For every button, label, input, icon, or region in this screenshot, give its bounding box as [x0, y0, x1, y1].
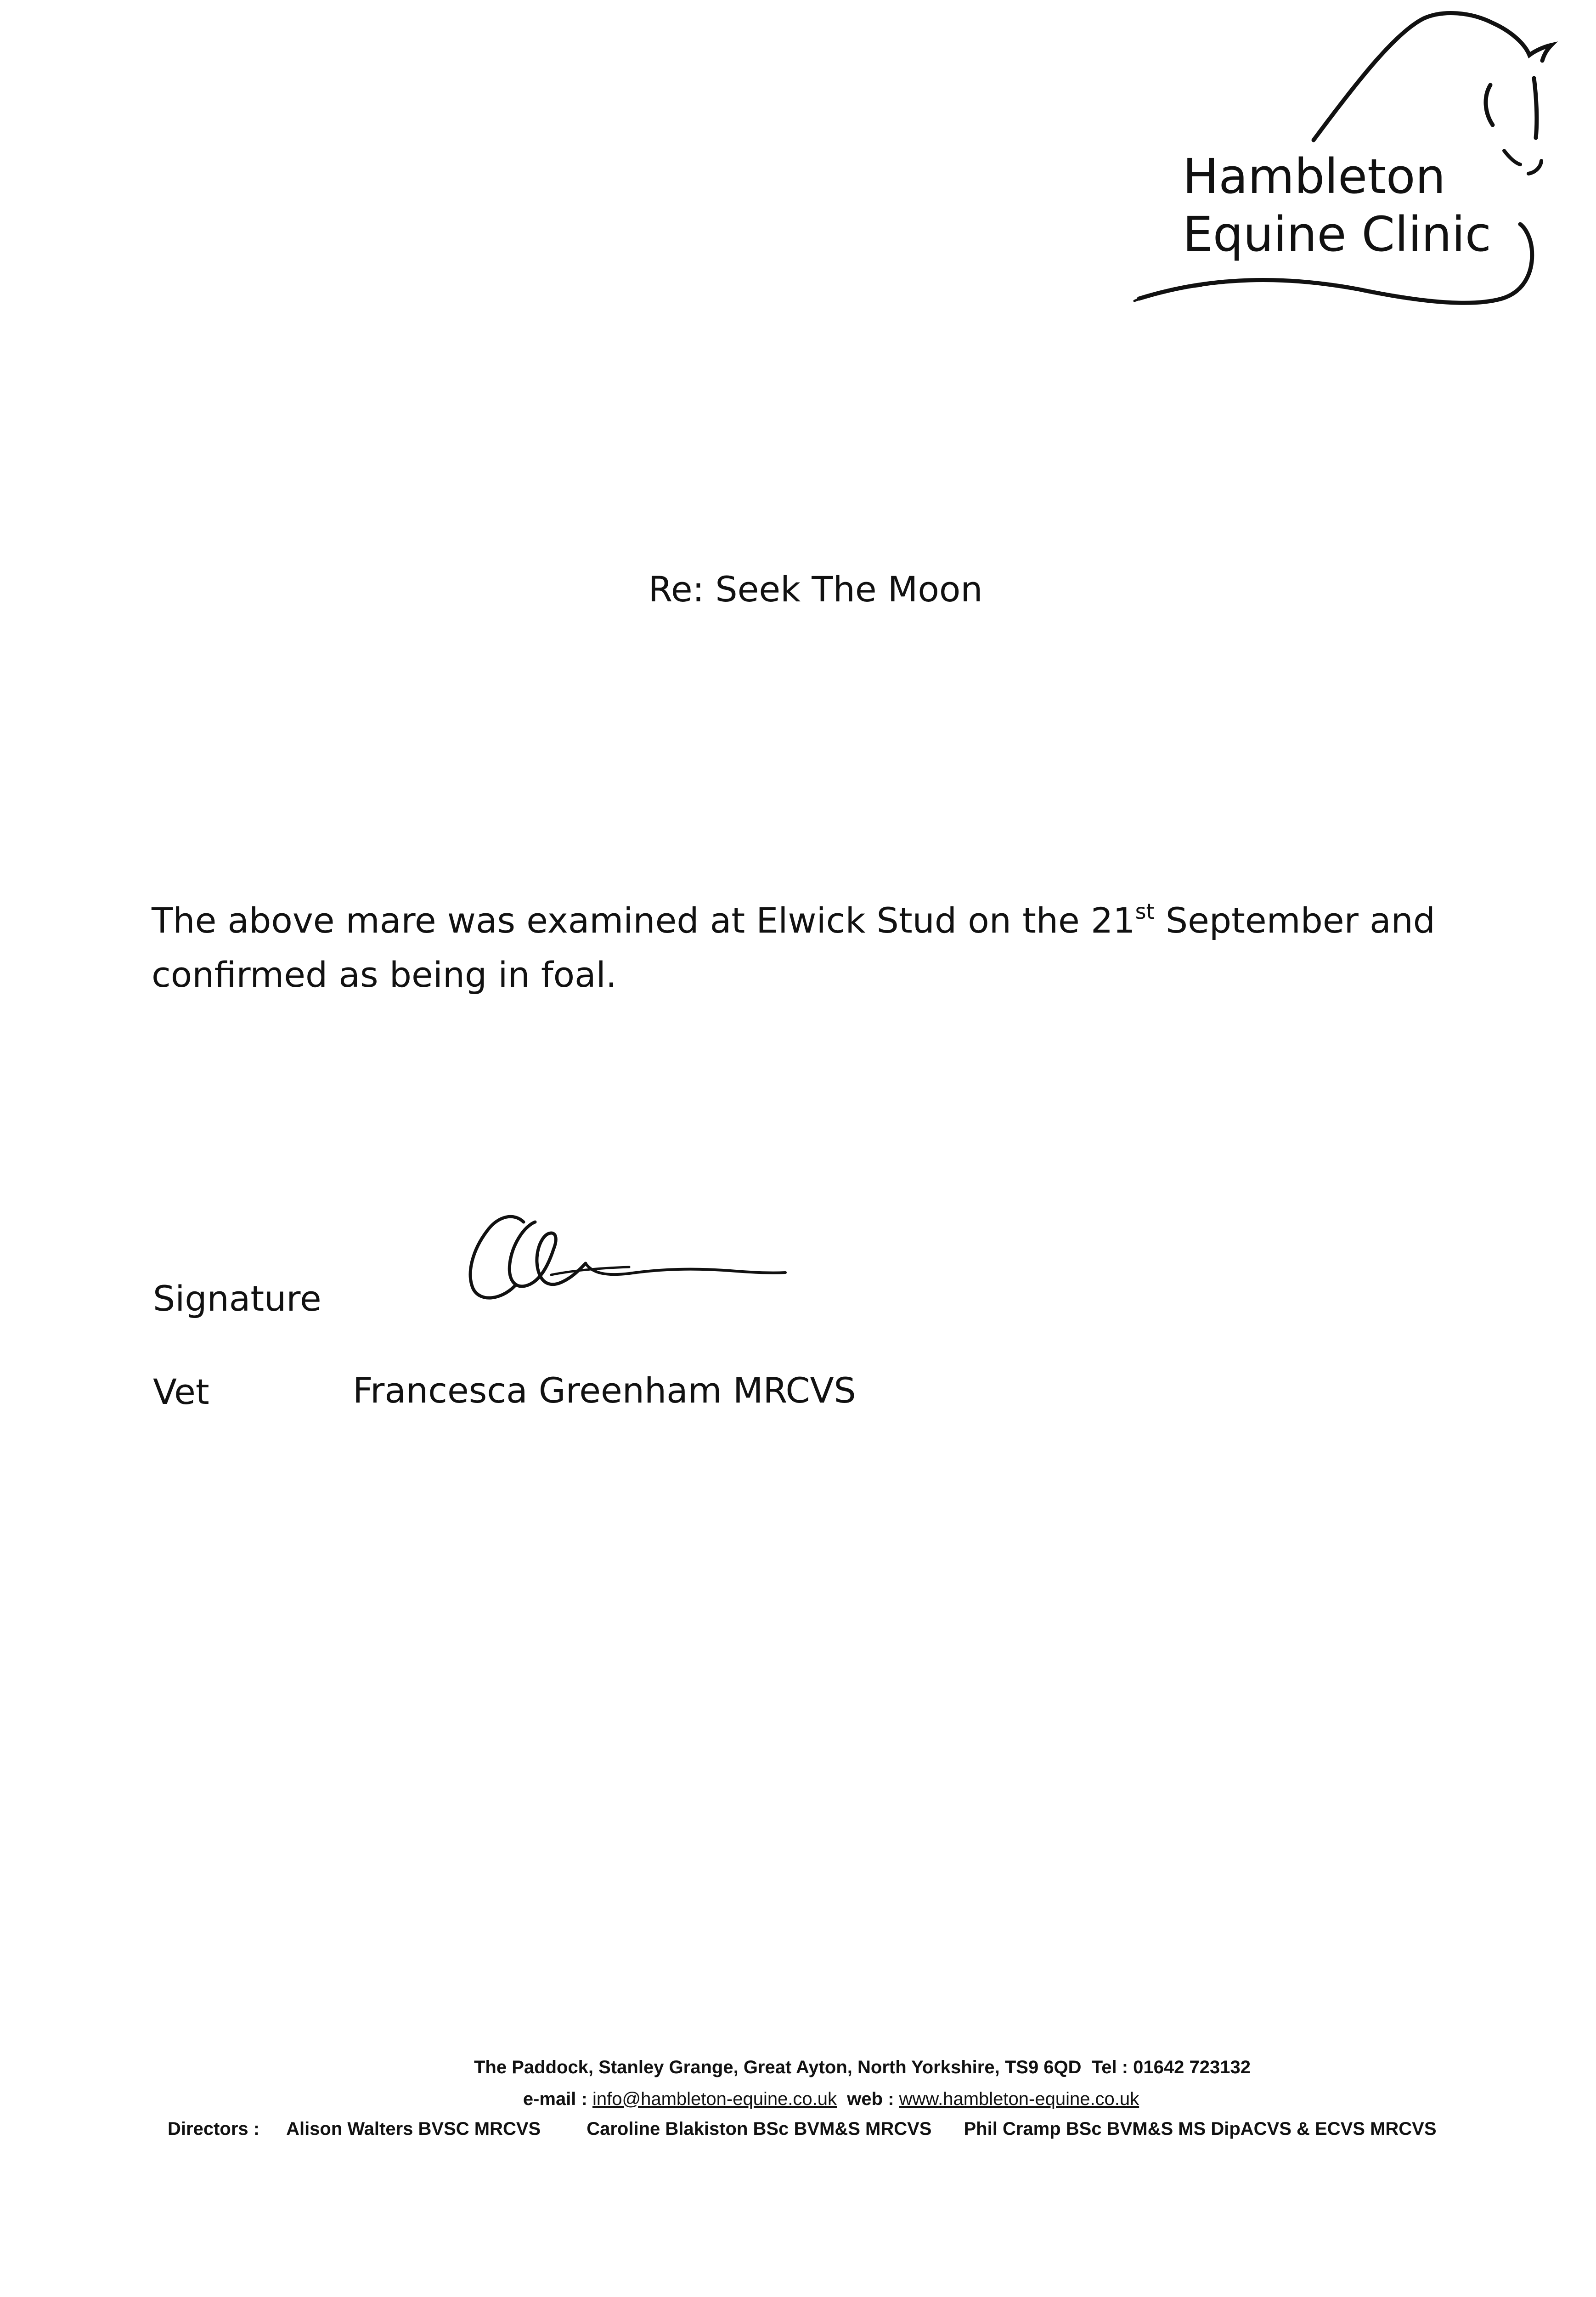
footer-directors-label: Directors :: [168, 2119, 260, 2139]
signature-label: Signature: [153, 1278, 321, 1319]
body-text-part1: The above mare was examined at Elwick Stud on the 21: [152, 900, 1135, 941]
vet-label: Vet: [153, 1371, 209, 1412]
footer-director: Phil Cramp BSc BVM&S MS DipACVS & ECVS MRCVS: [964, 2119, 1437, 2139]
subject-text: Re: Seek The Moon: [648, 569, 983, 610]
footer-web-label: web :: [847, 2089, 894, 2109]
footer-contact-line: [0, 2089, 1596, 2110]
body-ordinal-suffix: st: [1135, 899, 1155, 924]
footer-tel-label: Tel :: [1091, 2057, 1128, 2077]
footer-email-label: e-mail :: [523, 2089, 587, 2109]
footer-directors-line: [168, 2119, 1437, 2139]
footer-tel: 01642 723132: [1133, 2057, 1251, 2077]
logo-text-line1: Hambleton: [1183, 148, 1446, 204]
footer-address-line: [0, 2057, 1596, 2078]
body-paragraph: [152, 894, 1483, 1002]
footer-email-link[interactable]: info@hambleton-equine.co.uk: [592, 2089, 837, 2109]
footer-web-link[interactable]: www.hambleton-equine.co.uk: [899, 2089, 1139, 2109]
subject-line: [0, 569, 1596, 610]
body-text-part2: September and confirmed as being in foal.: [152, 900, 1436, 995]
footer-director: Alison Walters BVSC MRCVS: [286, 2119, 541, 2139]
vet-name: Francesca Greenham MRCVS: [353, 1370, 856, 1411]
handwritten-signature: [455, 1194, 813, 1332]
logo-text-line2: Equine Clinic: [1183, 206, 1491, 262]
footer-address: The Paddock, Stanley Grange, Great Ayton, North Yorkshire, TS9 6QD: [474, 2057, 1082, 2077]
footer-director: Caroline Blakiston BSc BVM&S MRCVS: [587, 2119, 932, 2139]
